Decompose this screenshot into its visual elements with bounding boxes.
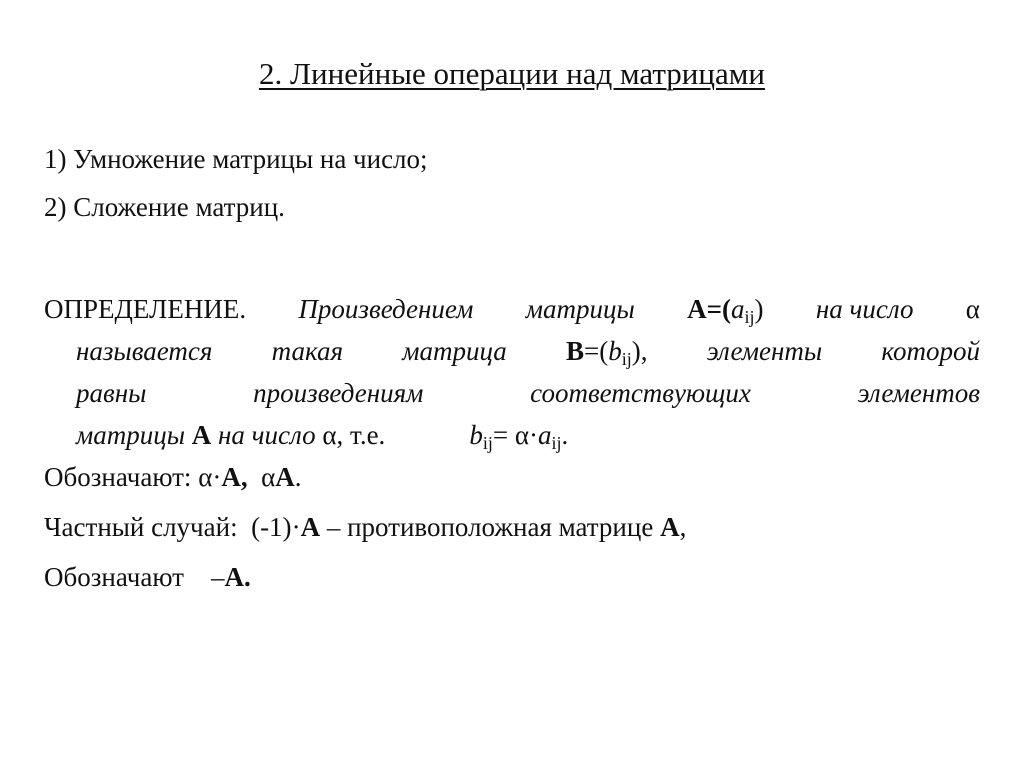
formula: $b_{ij}= \alpha\cdot a_{ij}$. bbox=[469, 420, 569, 453]
definition-row-2 bbox=[44, 330, 980, 372]
definition-word: матрицы bbox=[525, 294, 635, 324]
alpha-symbol: α bbox=[322, 420, 337, 450]
definition-row-1 bbox=[44, 288, 980, 330]
definition-block bbox=[44, 288, 980, 456]
definition-word: соответствующих bbox=[530, 378, 751, 408]
definition-word: Произведением bbox=[298, 294, 474, 324]
alpha-symbol: α bbox=[261, 462, 276, 492]
matrix-a-ref: A bbox=[191, 420, 212, 450]
special-case-line: Частный случай: (-1)·A – противоположная матрице A, bbox=[44, 512, 687, 542]
notation2-line bbox=[44, 560, 251, 594]
special-text: – противоположная матрице bbox=[326, 512, 654, 542]
ie-text: т.е. bbox=[350, 420, 386, 450]
definition-word: элементов bbox=[857, 378, 980, 408]
definition-word: на число bbox=[218, 420, 316, 450]
special-expr: (-1) bbox=[251, 512, 292, 542]
matrix-b-def: $B=(b_{ij})$, bbox=[566, 336, 648, 369]
definition-word: равны bbox=[76, 378, 147, 408]
notation2-label: Обозначают bbox=[44, 562, 184, 592]
definition-row-4: матрицы A на число α , т.е. $b_{ij}= \alpha\cdot a_{ij}$. bbox=[44, 414, 980, 456]
slide-title bbox=[0, 54, 1024, 94]
definition-word: матрицы bbox=[76, 420, 186, 450]
definition-row-3 bbox=[44, 372, 980, 414]
notation-line: Обозначают: α·A, αA. bbox=[44, 462, 302, 492]
list-item-1: 1) Умножение матрицы на число; bbox=[44, 144, 428, 174]
definition-lead: ОПРЕДЕЛЕНИЕ. bbox=[44, 294, 247, 324]
matrix-a-def: $A=(a_{ij})$ bbox=[687, 294, 764, 327]
slide-title-text: 2. Линейные операции над матрицами bbox=[259, 56, 765, 91]
alpha-symbol: α bbox=[965, 294, 980, 324]
list-item-2: 2) Сложение матриц. bbox=[44, 192, 285, 222]
definition-word: которой bbox=[881, 336, 980, 366]
definition-word: на число bbox=[815, 294, 914, 324]
definition-word: матрица bbox=[402, 336, 507, 366]
special-label: Частный случай: bbox=[44, 512, 238, 542]
definition-word: такая bbox=[271, 336, 343, 366]
definition-word: элементы bbox=[706, 336, 823, 366]
definition-word: называется bbox=[76, 336, 213, 366]
notation-label: Обозначают: bbox=[44, 462, 192, 492]
definition-word: произведениям bbox=[253, 378, 424, 408]
alpha-symbol: α bbox=[198, 462, 213, 492]
minus-a: –A. bbox=[210, 562, 251, 592]
